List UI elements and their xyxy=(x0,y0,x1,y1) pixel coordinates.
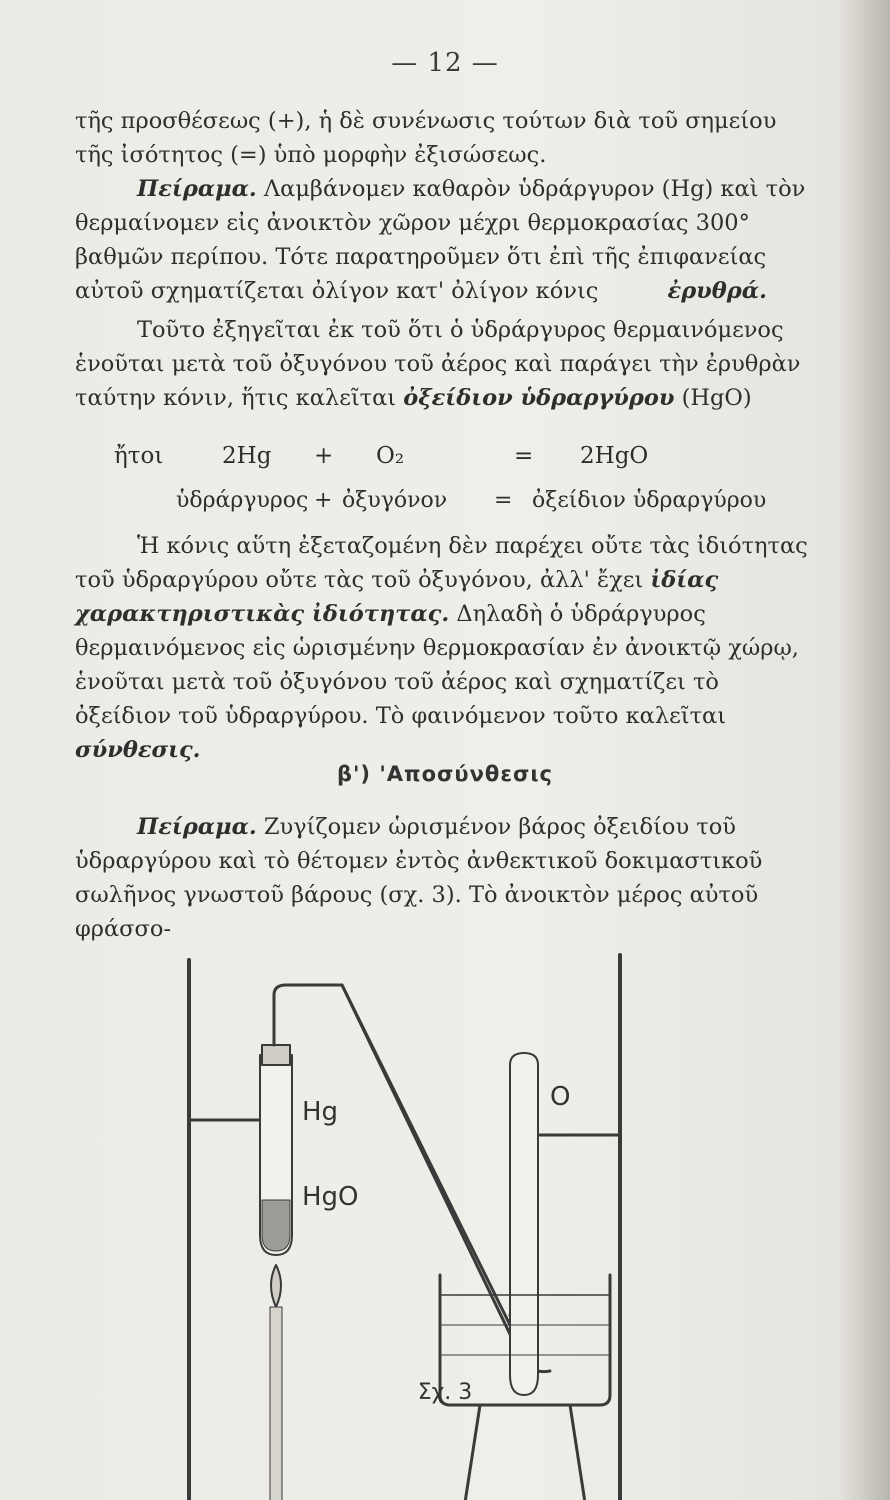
equation-lead: ἤτοι xyxy=(114,443,164,469)
paragraph-6 xyxy=(75,810,820,946)
word-equation xyxy=(176,488,826,522)
chemical-equation xyxy=(114,443,834,477)
section-subtitle: β') 'Αποσύνθεσις xyxy=(336,762,554,786)
paragraph-6-text: Ζυγίζομεν ὡρισμένον βάρος ὀξειδίου τοῦ ὑδραργύρου καὶ τὸ θέτομεν ἐντὸς ἀνθεκτικοῦ δοκιμαστικοῦ σωλῆνος γνωστοῦ βάρους (σχ. 3). Τὸ ἀνοικτὸν μέρος αὐτοῦ φράσσο- xyxy=(75,814,763,942)
equation-result: 2HgO xyxy=(580,443,649,469)
paragraph-5-text-b: Δηλαδὴ ὁ ὑδράργυρος θερμαινόμενος εἰς ὡρισμένην θερμοκρασίαν ἐν ἀνοικτῷ χώρῳ, ἑνοῦται μετὰ τοῦ ὀξυγόνου τοῦ ἀέρος καὶ σχηματίζει τὸ ὀξείδιον τοῦ ὑδραργύρου. Τὸ φαινόμενον τοῦτο καλεῖται xyxy=(75,601,799,729)
figure-caption: Σχ. 3 xyxy=(417,1380,473,1405)
paragraph-1-text: τῆς προσθέσεως (+), ἡ δὲ συνένωσις τούτων διὰ τοῦ σημείου τῆς ἰσότητος (=) ὑπὸ μορφὴν ἐξισώσεως. xyxy=(75,108,777,168)
collecting-tube xyxy=(510,1053,538,1395)
apparatus-figure xyxy=(80,935,860,1500)
label-hgo: HgO xyxy=(302,1182,359,1212)
equation-term-2: O₂ xyxy=(376,443,405,469)
equation-equals: = xyxy=(514,443,534,469)
tripod-leg-1 xyxy=(460,1405,480,1500)
paragraph-3 xyxy=(75,313,820,415)
page-number: — 12 — xyxy=(391,48,499,78)
paragraph-5-text-a: Ἡ κόνις αὕτη ἐξεταζομένη δὲν παρέχει οὔτε τὰς ἰδιότητας τοῦ ὑδραργύρου οὔτε τὰς τοῦ ὀξυγόνου, ἀλλ' ἔχει xyxy=(75,533,808,593)
word-equation-equals: = xyxy=(494,488,513,513)
delivery-tube xyxy=(274,985,515,1333)
word-equation-term-1: ὑδράργυρος xyxy=(176,488,309,513)
label-hg: Hg xyxy=(302,1097,339,1127)
word-equation-result: ὀξείδιον ὑδραργύρου xyxy=(532,488,767,513)
experiment-label-2: Πείραμα. xyxy=(137,814,257,840)
experiment-label-1: Πείραμα. xyxy=(137,176,257,202)
word-equation-plus: + xyxy=(314,488,333,513)
equation-plus: + xyxy=(314,443,334,469)
tube-stopper xyxy=(262,1045,290,1065)
tripod-leg-2 xyxy=(570,1405,590,1500)
mercury-oxide-term: ὀξείδιον ὑδραργύρου xyxy=(403,385,675,411)
properties-term: ἰδίας χαρακτηριστικὰς ἰδιότητας. xyxy=(75,567,719,627)
equation-term-1: 2Hg xyxy=(222,443,272,469)
mercury-oxide-powder xyxy=(262,1200,290,1251)
burner-flame xyxy=(271,1265,281,1307)
paragraph-1 xyxy=(75,104,820,308)
synthesis-term: σύνθεσις. xyxy=(75,737,201,763)
label-oxygen: O xyxy=(550,1082,571,1112)
paragraph-3-text-b: (HgO) xyxy=(674,385,752,411)
paragraph-2-text: Λαμβάνομεν καθαρὸν ὑδράργυρον (Hg) καὶ τὸν θερμαίνομεν εἰς ἀνοικτὸν χῶρον μέχρι θερμοκρασίας 300° βαθμῶν περίπου. Τότε παρατηροῦμεν ὅτι ἐπὶ τῆς ἐπιφανείας αὐτοῦ σχηματίζεται ὀλίγον κατ' ὀλίγον κόνις xyxy=(75,176,806,304)
paragraph-5 xyxy=(75,529,820,767)
paragraph-3-text-a: Τοῦτο ἐξηγεῖται ἐκ τοῦ ὅτι ὁ ὑδράργυρος θερμαινόμενος ἑνοῦται μετὰ τοῦ ὀξυγόνου τοῦ ἀέρος καὶ παράγει τὴν ἐρυθρὰν ταύτην κόνιν, ἥτις καλεῖται xyxy=(75,317,801,411)
word-equation-term-2: ὀξυγόνον xyxy=(342,488,448,513)
red-powder-term: ἐρυθρά. xyxy=(667,278,767,304)
